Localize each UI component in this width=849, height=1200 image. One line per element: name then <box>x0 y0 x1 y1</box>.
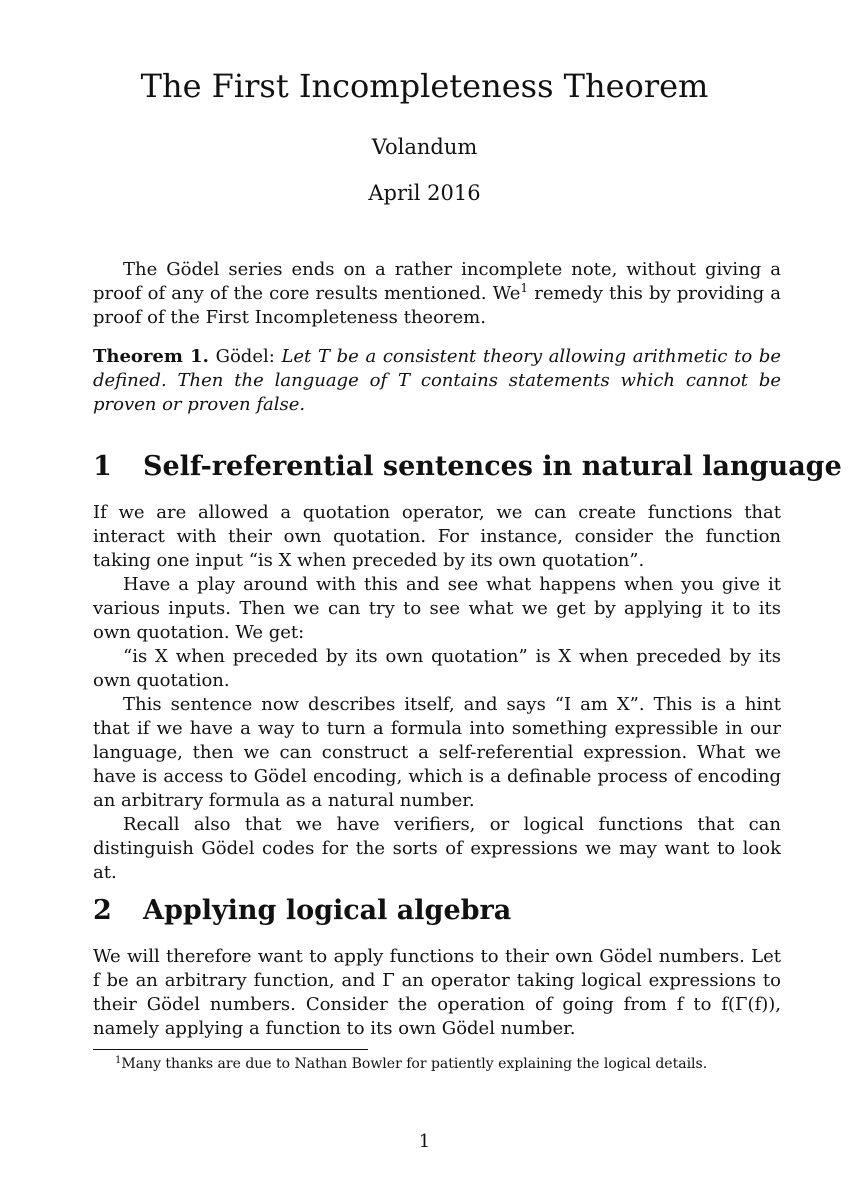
intro-text-end: remedy this by providing a proof of the First Incompleteness theorem. <box>93 283 781 328</box>
theorem-attribution: Gödel: <box>208 346 282 367</box>
theorem-statement: Let T be a consistent theory allowing arithmetic to be defined. Then the language of T contains statements which cannot be proven or proven false. <box>93 346 781 415</box>
footnote-mark: 1 <box>115 1055 122 1066</box>
intro-paragraph <box>93 258 781 330</box>
section-1-paragraph-4: This sentence now describes itself, and says “I am X”. This is a hint that if we have a way to turn a formula into something expressible in our language, then we can construct a self-referential expression. What we have is access to Gödel encoding, which is a definable process of encoding an arbitrary formula as a natural number. <box>93 694 781 811</box>
section-title: Applying logical algebra <box>143 895 512 926</box>
section-heading-1 <box>93 449 842 485</box>
footnote <box>93 1054 781 1074</box>
footnote-text: Many thanks are due to Nathan Bowler for patiently explaining the logical details. <box>121 1056 708 1072</box>
publication-date: April 2016 <box>368 181 481 205</box>
intro-text-start: The Gödel series ends on a rather incomplete note, without giving a proof of any of the core results mentioned. We <box>93 259 781 304</box>
section-heading-2 <box>93 893 793 929</box>
section-1-paragraph-1: If we are allowed a quotation operator, we can create functions that interact with their own quotation. For instance, consider the function taking one input “is X when preceded by its own quotation”. <box>93 502 781 571</box>
section-2-paragraph-1: We will therefore want to apply functions to their own Gödel numbers. Let f be an arbitrary function, and Γ an operator taking logical expressions to their Gödel numbers. Consider the operation of going from f to f(Γ(f)), namely applying a function to its own Gödel number. <box>93 946 781 1039</box>
section-title: Self-referential sentences in natural language <box>143 451 842 482</box>
theorem-label: Theorem 1. <box>93 346 209 367</box>
footnote-marker[interactable]: 1 <box>520 281 529 295</box>
page-number: 1 <box>418 1131 431 1152</box>
theorem-block <box>93 345 781 417</box>
section-1-paragraph-5: Recall also that we have verifiers, or logical functions that can distinguish Gödel codes for the sorts of expressions we may want to look at. <box>93 814 781 883</box>
self-referential-quote: “is X when preceded by its own quotation” is X when preceded by its own quotation. <box>93 646 781 691</box>
section-1-paragraph-2: Have a play around with this and see what happens when you give it various inputs. Then we can try to see what we get by applying it to its own quotation. We get: <box>93 574 781 643</box>
author-name: Volandum <box>371 135 478 159</box>
section-number: 2 <box>93 895 112 926</box>
paper-title: The First Incompleteness Theorem <box>140 67 709 105</box>
footnote-rule <box>93 1049 368 1050</box>
section-number: 1 <box>93 451 112 482</box>
